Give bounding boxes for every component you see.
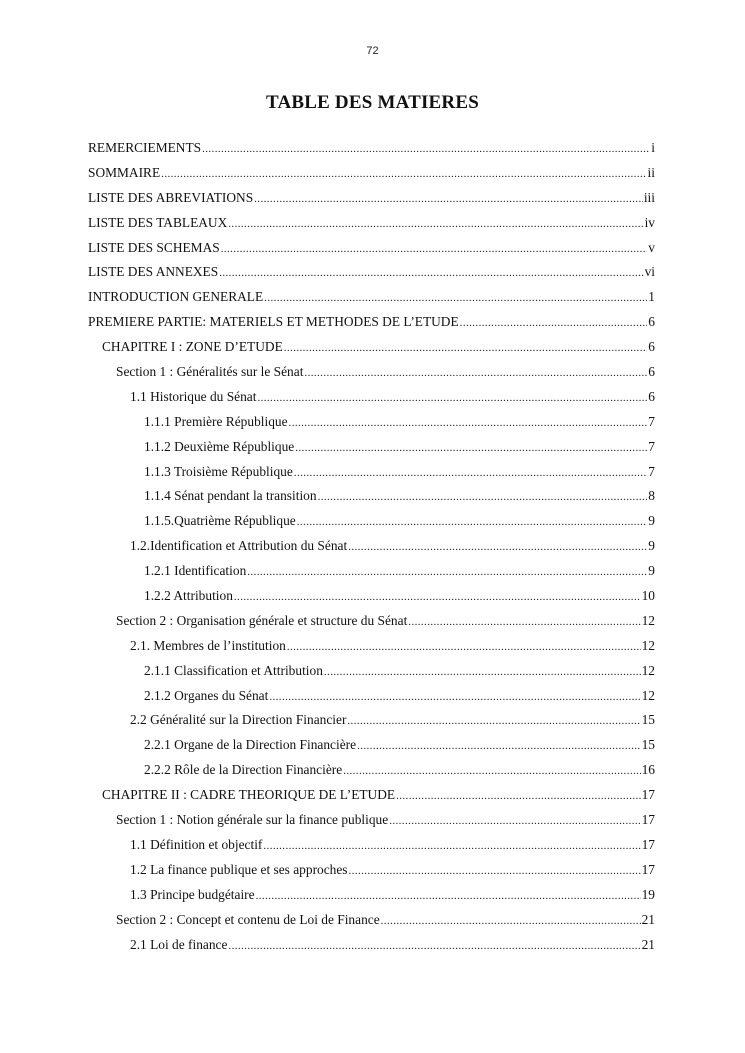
toc-entry-page-number: 10 bbox=[641, 588, 655, 604]
toc-entry-page-number: 7 bbox=[648, 413, 655, 429]
table-of-contents bbox=[88, 136, 655, 957]
dot-leader bbox=[381, 909, 641, 933]
toc-entry[interactable] bbox=[88, 733, 655, 758]
toc-entry-page-number: 21 bbox=[641, 911, 655, 927]
toc-entry-label: PREMIERE PARTIE: MATERIELS ET METHODES DE L’ETUDE bbox=[88, 314, 459, 330]
toc-entry-page-number: 17 bbox=[641, 787, 655, 803]
dot-leader bbox=[289, 411, 648, 435]
toc-entry-label: 2.1.2 Organes du Sénat bbox=[144, 687, 269, 703]
dot-leader bbox=[228, 212, 643, 236]
toc-entry-label: 1.1.5.Quatrième République bbox=[144, 513, 296, 529]
dot-leader bbox=[161, 162, 646, 186]
toc-entry-label: 2.2.2 Rôle de la Direction Financière bbox=[144, 762, 343, 778]
dot-leader bbox=[348, 535, 647, 559]
toc-entry[interactable] bbox=[88, 659, 655, 684]
toc-entry-page-number: 21 bbox=[641, 936, 655, 952]
toc-entry-label: 1.2.2 Attribution bbox=[144, 588, 233, 604]
toc-entry-page-number: 17 bbox=[641, 836, 655, 852]
dot-leader bbox=[228, 934, 640, 958]
toc-entry-page-number: 12 bbox=[641, 612, 655, 628]
dot-leader bbox=[349, 859, 641, 883]
toc-entry[interactable] bbox=[88, 684, 655, 709]
toc-entry-label: 1.1.1 Première République bbox=[144, 413, 288, 429]
toc-entry[interactable] bbox=[88, 933, 655, 958]
dot-leader bbox=[408, 610, 640, 634]
dot-leader bbox=[347, 709, 640, 733]
toc-entry-label: LISTE DES ABREVIATIONS bbox=[88, 189, 254, 205]
toc-entry[interactable] bbox=[88, 186, 655, 211]
dot-leader bbox=[247, 560, 647, 584]
toc-entry[interactable] bbox=[88, 584, 655, 609]
dot-leader bbox=[389, 809, 640, 833]
toc-entry[interactable] bbox=[88, 484, 655, 509]
toc-entry-page-number: 1 bbox=[648, 289, 655, 305]
toc-entry[interactable] bbox=[88, 410, 655, 435]
dot-leader bbox=[221, 237, 648, 261]
dot-leader bbox=[295, 436, 647, 460]
toc-entry-label: LISTE DES TABLEAUX bbox=[88, 214, 228, 230]
dot-leader bbox=[202, 137, 650, 161]
dot-leader bbox=[297, 510, 648, 534]
toc-entry[interactable] bbox=[88, 136, 655, 161]
toc-entry[interactable] bbox=[88, 211, 655, 236]
dot-leader bbox=[264, 286, 647, 310]
dot-leader bbox=[234, 585, 641, 609]
toc-entry[interactable] bbox=[88, 360, 655, 385]
toc-entry-page-number: 17 bbox=[641, 812, 655, 828]
toc-entry-label: 1.2.1 Identification bbox=[144, 563, 247, 579]
toc-entry-page-number: 19 bbox=[641, 886, 655, 902]
toc-entry-label: Section 1 : Notion générale sur la finance publique bbox=[116, 812, 389, 828]
toc-entry-label: 2.2.1 Organe de la Direction Financière bbox=[144, 737, 357, 753]
toc-entry-page-number: iii bbox=[643, 189, 655, 205]
toc-entry[interactable] bbox=[88, 460, 655, 485]
dot-leader bbox=[343, 759, 640, 783]
toc-entry-page-number: vi bbox=[644, 264, 655, 280]
toc-entry-label: Section 2 : Organisation générale et structure du Sénat bbox=[116, 612, 408, 628]
toc-entry[interactable] bbox=[88, 236, 655, 261]
dot-leader bbox=[257, 386, 647, 410]
toc-entry-label: CHAPITRE II : CADRE THEORIQUE DE L’ETUDE bbox=[102, 787, 396, 803]
toc-entry-label: 1.1 Définition et objectif bbox=[130, 836, 263, 852]
toc-entry-page-number: 9 bbox=[648, 538, 655, 554]
toc-entry-page-number: 6 bbox=[648, 388, 655, 404]
dot-leader bbox=[284, 336, 648, 360]
toc-entry-label: CHAPITRE I : ZONE D’ETUDE bbox=[102, 339, 283, 355]
toc-entry-page-number: 17 bbox=[641, 861, 655, 877]
dot-leader bbox=[357, 734, 641, 758]
toc-entry-page-number: 8 bbox=[648, 488, 655, 504]
toc-entry-page-number: 9 bbox=[648, 563, 655, 579]
toc-entry-page-number: 7 bbox=[648, 463, 655, 479]
toc-entry-label: SOMMAIRE bbox=[88, 164, 161, 180]
toc-entry-label: 1.1.4 Sénat pendant la transition bbox=[144, 488, 317, 504]
toc-entry[interactable] bbox=[88, 534, 655, 559]
toc-entry-page-number: i bbox=[651, 140, 655, 155]
toc-entry[interactable] bbox=[88, 385, 655, 410]
toc-entry[interactable] bbox=[88, 634, 655, 659]
toc-entry-label: INTRODUCTION GENERALE bbox=[88, 289, 264, 305]
toc-entry[interactable] bbox=[88, 161, 655, 186]
dot-leader bbox=[318, 485, 648, 509]
toc-entry-label: Section 1 : Généralités sur le Sénat bbox=[116, 364, 304, 380]
dot-leader bbox=[269, 685, 640, 709]
toc-entry[interactable] bbox=[88, 758, 655, 783]
toc-entry-page-number: 16 bbox=[641, 762, 655, 778]
toc-entry-label: 2.1. Membres de l’institution bbox=[130, 637, 286, 653]
dot-leader bbox=[396, 784, 641, 808]
toc-entry-label: 1.1.2 Deuxième République bbox=[144, 438, 295, 454]
dot-leader bbox=[254, 187, 643, 211]
dot-leader bbox=[287, 635, 641, 659]
toc-entry[interactable] bbox=[88, 858, 655, 883]
toc-entry[interactable] bbox=[88, 559, 655, 584]
toc-entry[interactable] bbox=[88, 808, 655, 833]
toc-entry-page-number: ii bbox=[647, 164, 655, 180]
toc-entry-label: 2.2 Généralité sur la Direction Financier bbox=[130, 712, 347, 728]
toc-entry[interactable] bbox=[88, 509, 655, 534]
toc-entry-page-number: 15 bbox=[641, 737, 655, 753]
dot-leader bbox=[294, 461, 648, 485]
toc-entry-label: LISTE DES ANNEXES bbox=[88, 264, 219, 280]
toc-entry[interactable] bbox=[88, 708, 655, 733]
toc-entry-page-number: 6 bbox=[648, 364, 655, 380]
toc-entry-page-number: 7 bbox=[648, 438, 655, 454]
toc-entry-label: 1.2.Identification et Attribution du Sénat bbox=[130, 538, 348, 554]
toc-entry-page-number: 12 bbox=[641, 637, 655, 653]
toc-entry[interactable] bbox=[88, 435, 655, 460]
toc-entry-page-number: 12 bbox=[641, 687, 655, 703]
dot-leader bbox=[460, 311, 648, 335]
toc-entry[interactable] bbox=[88, 908, 655, 933]
toc-entry-label: REMERCIEMENTS bbox=[88, 140, 202, 155]
toc-entry-label: 1.3 Principe budgétaire bbox=[130, 886, 255, 902]
toc-entry-label: LISTE DES SCHEMAS bbox=[88, 239, 220, 255]
toc-entry-page-number: 12 bbox=[641, 662, 655, 678]
page-number: 72 bbox=[366, 45, 379, 57]
toc-entry-page-number: 9 bbox=[648, 513, 655, 529]
toc-entry[interactable] bbox=[88, 883, 655, 908]
toc-entry[interactable] bbox=[88, 833, 655, 858]
toc-entry[interactable] bbox=[88, 310, 655, 335]
toc-entry-page-number: v bbox=[648, 239, 655, 255]
toc-entry[interactable] bbox=[88, 335, 655, 360]
dot-leader bbox=[263, 834, 640, 858]
dot-leader bbox=[219, 261, 643, 285]
toc-entry-label: Section 2 : Concept et contenu de Loi de Finance bbox=[116, 911, 380, 927]
toc-entry[interactable] bbox=[88, 783, 655, 808]
toc-entry[interactable] bbox=[88, 260, 655, 285]
page-title: TABLE DES MATIERES bbox=[265, 92, 479, 113]
toc-entry-page-number: iv bbox=[644, 214, 655, 230]
toc-entry-label: 1.1 Historique du Sénat bbox=[130, 388, 257, 404]
toc-entry-page-number: 15 bbox=[641, 712, 655, 728]
toc-entry-label: 2.1.1 Classification et Attribution bbox=[144, 662, 323, 678]
toc-entry-page-number: 6 bbox=[648, 339, 655, 355]
dot-leader bbox=[304, 361, 647, 385]
toc-entry-page-number: 6 bbox=[648, 314, 655, 330]
toc-entry[interactable] bbox=[88, 609, 655, 634]
toc-entry-label: 1.2 La finance publique et ses approches bbox=[130, 861, 348, 877]
toc-entry-label: 2.1 Loi de finance bbox=[130, 936, 228, 952]
dot-leader bbox=[256, 884, 641, 908]
dot-leader bbox=[324, 660, 641, 684]
toc-entry[interactable] bbox=[88, 285, 655, 310]
toc-entry-label: 1.1.3 Troisième République bbox=[144, 463, 293, 479]
